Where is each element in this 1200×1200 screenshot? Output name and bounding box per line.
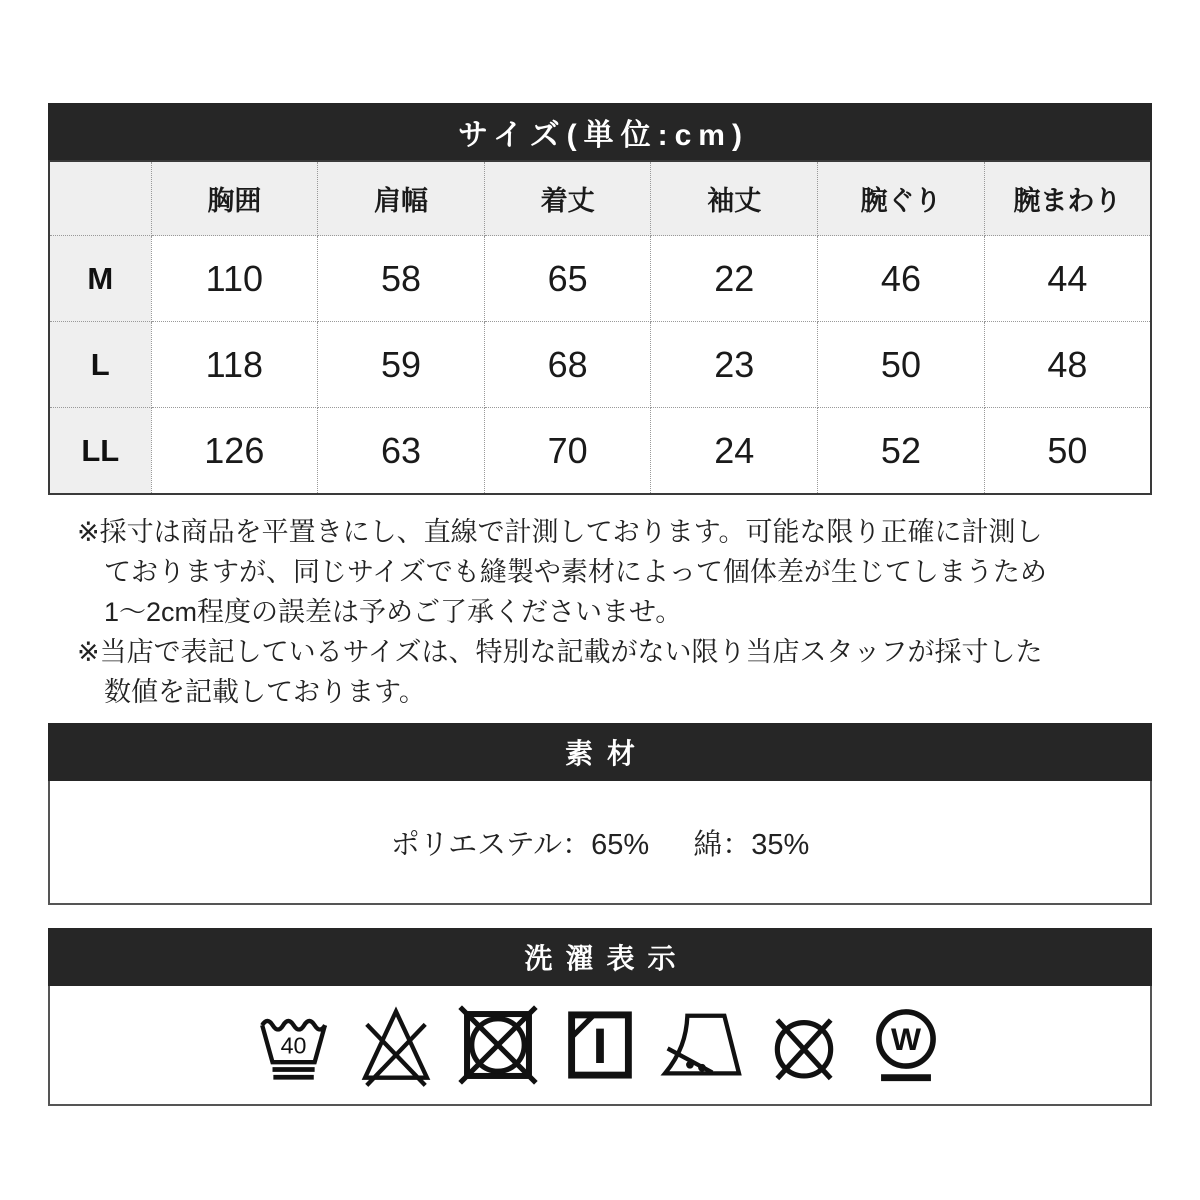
do-not-dry-clean-icon: [761, 999, 847, 1091]
table-cell: 70: [484, 408, 651, 495]
table-cell: 24: [651, 408, 818, 495]
table-cell: 46: [818, 236, 985, 322]
table-cell: 52: [818, 408, 985, 495]
size-table: [48, 160, 1152, 495]
table-cell: 23: [651, 322, 818, 408]
table-cell: 44: [984, 236, 1151, 322]
note-line: ※採寸は商品を平置きにし、直線で計測しております。可能な限り正確に計測し: [77, 517, 1043, 547]
table-cell: 50: [818, 322, 985, 408]
material-section: [48, 723, 1152, 905]
care-section: [48, 928, 1152, 1106]
svg-text:40: 40: [280, 1032, 307, 1059]
do-not-bleach-icon: [353, 999, 439, 1091]
material-section-title: 素材: [48, 723, 1152, 781]
size-section-title: サイズ(単位:cm): [48, 103, 1152, 160]
care-section-title: 洗濯表示: [48, 928, 1152, 986]
table-row: [49, 408, 1151, 495]
table-cell: 50: [984, 408, 1151, 495]
material-item-polyester: ポリエステル：65%: [390, 828, 650, 861]
size-label: M: [49, 236, 151, 322]
table-cell: 126: [151, 408, 318, 495]
column-header-armhole: 腕ぐり: [818, 161, 985, 236]
table-cell: 65: [484, 236, 651, 322]
size-table-corner-cell: [49, 161, 151, 236]
table-cell: 68: [484, 322, 651, 408]
table-cell: 58: [318, 236, 485, 322]
wet-clean-gentle-icon: [863, 999, 949, 1091]
wash-40-very-gentle-icon: [251, 999, 337, 1091]
table-cell: 59: [318, 322, 485, 408]
line-dry-in-shade-icon: [557, 999, 643, 1091]
size-label: LL: [49, 408, 151, 495]
note-line: ておりますが、同じサイズでも縫製や素材によって個体差が生じてしまうため: [104, 557, 1047, 587]
svg-text:W: W: [890, 1021, 922, 1058]
do-not-tumble-dry-icon: [455, 999, 541, 1091]
column-header-chest: 胸囲: [151, 161, 318, 236]
note-line: ※当店で表記しているサイズは、特別な記載がない限り当店スタッフが採寸した: [77, 637, 1043, 667]
table-row: [49, 322, 1151, 408]
column-header-shoulder: 肩幅: [318, 161, 485, 236]
table-cell: 22: [651, 236, 818, 322]
size-table-header-row: [49, 161, 1151, 236]
column-header-arm-width: 腕まわり: [984, 161, 1151, 236]
column-header-sleeve: 袖丈: [651, 161, 818, 236]
table-cell: 63: [318, 408, 485, 495]
table-cell: 48: [984, 322, 1151, 408]
material-item-cotton: 綿：35%: [693, 828, 810, 861]
care-symbols-row: [48, 986, 1152, 1106]
column-header-length: 着丈: [484, 161, 651, 236]
note-line: 数値を記載しております。: [104, 677, 426, 707]
size-label: L: [49, 322, 151, 408]
note-line: 1〜2cm程度の誤差は予めご了承くださいませ。: [104, 597, 683, 627]
measurement-notes: [77, 512, 1137, 712]
size-section: [48, 103, 1152, 495]
table-row: [49, 236, 1151, 322]
iron-medium-two-dots-icon: [659, 999, 745, 1091]
table-cell: 110: [151, 236, 318, 322]
table-cell: 118: [151, 322, 318, 408]
material-composition: [48, 781, 1152, 905]
